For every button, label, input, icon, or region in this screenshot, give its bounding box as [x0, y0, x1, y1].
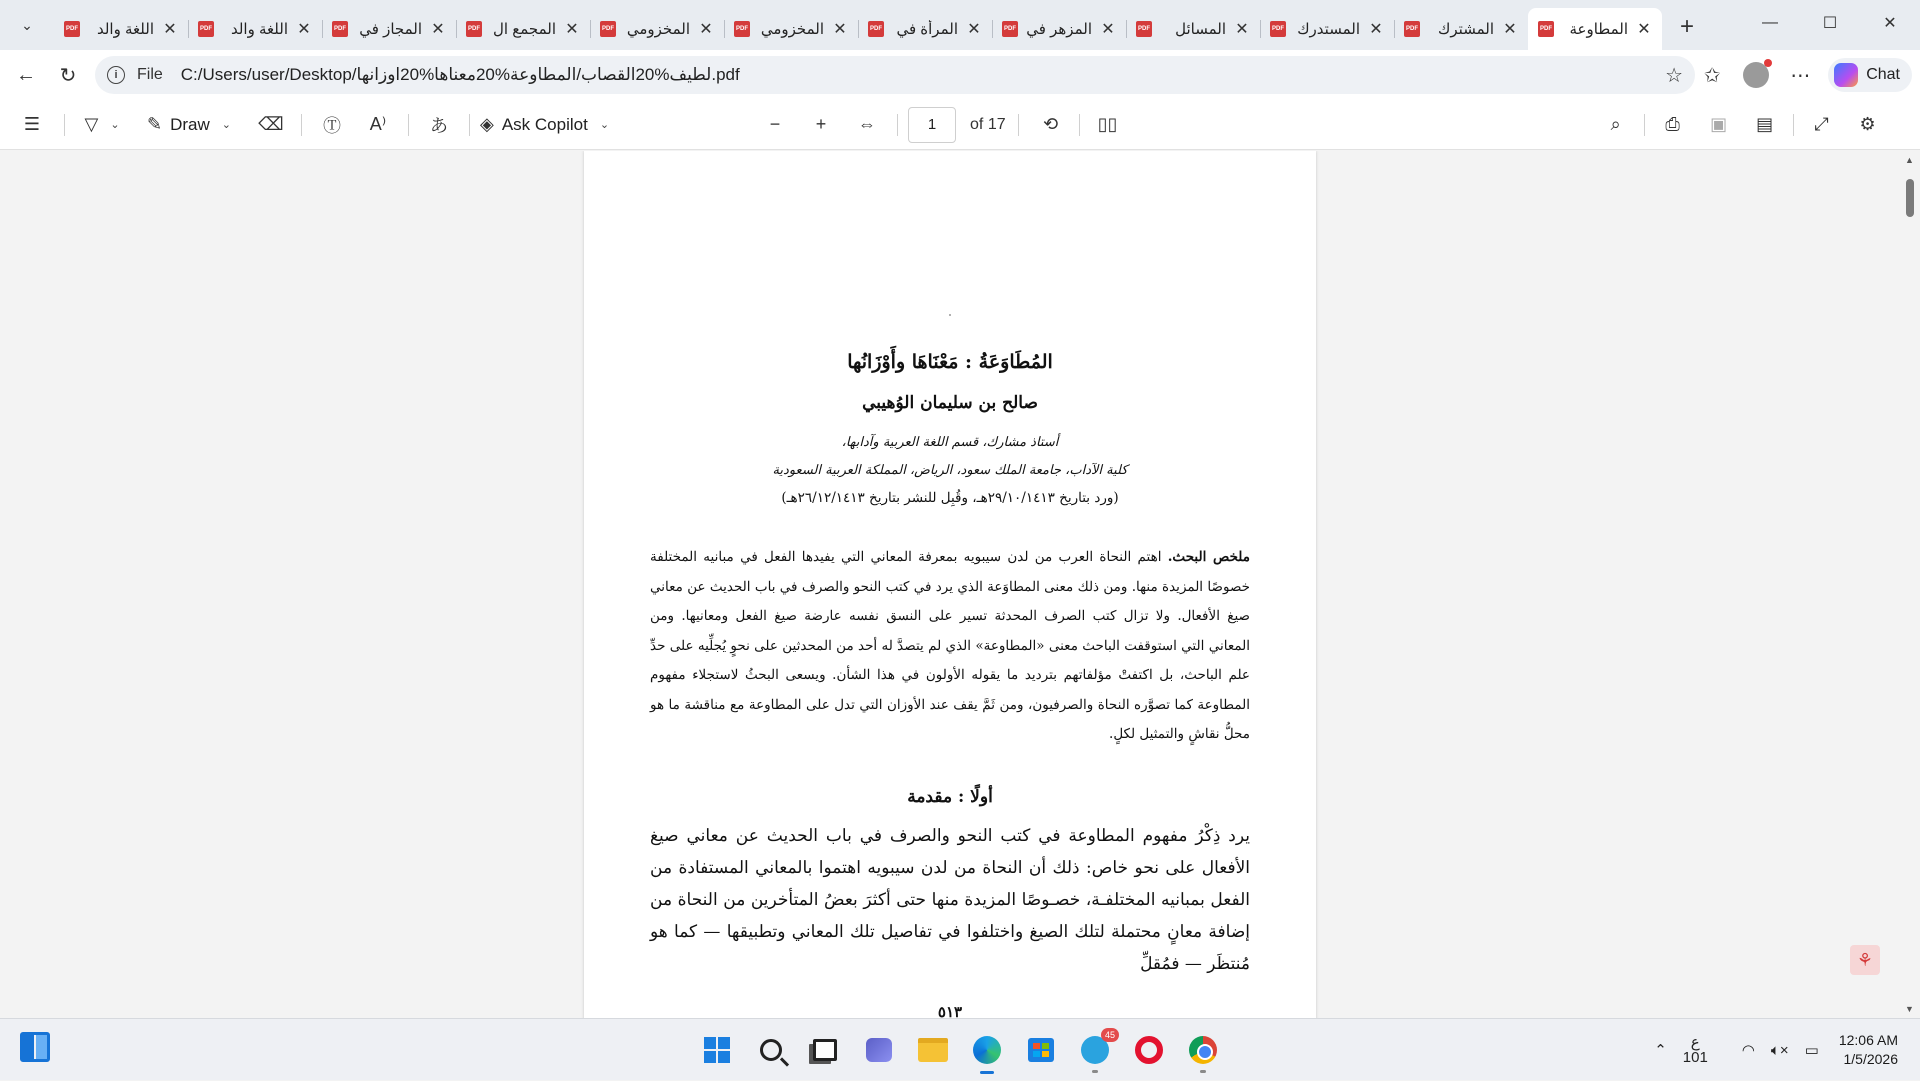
chrome-icon	[1189, 1036, 1217, 1064]
tab-title: المجمع ال	[493, 21, 556, 38]
close-window-button[interactable]: ✕	[1883, 15, 1897, 32]
abstract-text: اهتم النحاة العرب من لدن سيبويه بمعرفة المعاني التي يفيدها الفعل في مبانيه المختلفة خصوصًا المزيدة منها. ومن ذلك معنى المطاوَعة الذي يرد في كتب النحو والصرف في باب الحديث عن معاني صيغ الأفعال. ولا تزال كتب الصرف المحدثة تسير على النسق نفسه عارضة صيغ الفعل ومعانيها. ومن المعاني التي استوقفت الباحث معنى «المطاوعة» الذي لم يتصدَّ له أحد من المحدثين على نحوٍ يُجلِّيه على حدِّ علم الباحث، بل اكتفتْ مؤلفاتهم بترديد ما يقوله الأولون في هذا الشأن. ويسعى البحثُ لاستجلاء مفهوم المطاوعة كما تصوَّره النحاة والصرفيون، ومن ثَمَّ يقف عند الأوزان التي تدل على المطاوعة مع مناقشة ما هو محلُّ نقاشٍ والتمثيل لكلٍ.	[650, 549, 1250, 742]
pdf-file-icon: PDF	[1538, 21, 1554, 37]
copilot-icon	[1834, 63, 1858, 87]
toolbar-divider	[1793, 114, 1794, 136]
table-of-contents-button[interactable]	[12, 107, 52, 143]
toolbar-divider	[1644, 114, 1645, 136]
close-tab-icon[interactable]: ✕	[1503, 21, 1517, 38]
scroll-up-icon[interactable]: ▲	[1905, 155, 1914, 165]
printer-icon: ⎙	[1665, 114, 1680, 134]
close-tab-icon[interactable]: ✕	[833, 21, 847, 38]
chevron-down-icon: ⌄	[221, 119, 231, 131]
search-button[interactable]	[745, 1024, 797, 1076]
affiliation-line-2: كلية الآداب، جامعة الملك سعود، الرياض، المملكة العربية السعودية	[772, 463, 1128, 478]
pdf-viewer[interactable]	[0, 151, 1920, 1018]
eraser-icon: ⌫	[258, 114, 284, 134]
pdf-file-icon: PDF	[734, 21, 750, 37]
favorites-button[interactable]	[1690, 55, 1734, 95]
opera-app[interactable]	[1123, 1024, 1175, 1076]
tab-title: اللغة والد	[96, 21, 154, 38]
task-view-button[interactable]	[799, 1024, 851, 1076]
pen-icon: ✎	[147, 114, 163, 134]
highlight-button[interactable]	[77, 107, 127, 143]
folder-icon	[918, 1038, 948, 1062]
page-footer-number: ٥١٣	[937, 1003, 963, 1018]
copilot-chat-button[interactable]	[1828, 58, 1912, 92]
toolbar-divider	[408, 114, 409, 136]
keyboard-layout-code: 101	[1682, 1049, 1708, 1066]
toolbar-divider	[469, 114, 470, 136]
fit-to-width-button[interactable]	[847, 107, 887, 143]
scrollbar-thumb[interactable]	[1906, 179, 1914, 217]
pdf-file-icon: PDF	[600, 21, 616, 37]
taskbar	[0, 1018, 1920, 1080]
url-text[interactable]: C:/Users/user/Desktop/لطيف%20القصاب/المطاوعة%20معناها%20اوزانها.pdf	[180, 65, 740, 84]
toolbar-divider	[301, 114, 302, 136]
teams-icon	[866, 1038, 892, 1062]
taskbar-apps	[690, 1019, 1230, 1081]
pdf-settings-button[interactable]	[1848, 107, 1888, 143]
scroll-down-icon[interactable]: ▼	[1905, 1004, 1914, 1014]
info-icon[interactable]: i	[107, 66, 125, 84]
browser-tab[interactable]	[456, 8, 590, 50]
browser-tab[interactable]	[1126, 8, 1260, 50]
expand-icon: ⤢	[1814, 114, 1829, 134]
input-language-button[interactable]	[1683, 1035, 1708, 1065]
plus-icon: +	[815, 114, 827, 134]
minus-icon: −	[769, 114, 781, 134]
address-bar[interactable]	[95, 56, 1695, 94]
clock-time: 12:06 AM	[1838, 1032, 1898, 1048]
browser-tab[interactable]	[54, 8, 188, 50]
tab-title: المخزومي	[626, 21, 690, 38]
translate-button[interactable]	[419, 107, 459, 143]
pdf-file-icon: PDF	[868, 21, 884, 37]
wifi-icon[interactable]: ◠	[1741, 1042, 1755, 1059]
close-tab-icon[interactable]: ✕	[699, 21, 713, 38]
pdf-file-icon: PDF	[1404, 21, 1420, 37]
chrome-app[interactable]	[1177, 1024, 1229, 1076]
page-view-icon: ▯▯	[1097, 114, 1118, 134]
refresh-button[interactable]	[48, 55, 88, 95]
copilot-outline-icon: ◈	[479, 114, 494, 134]
clock[interactable]	[1839, 1031, 1898, 1069]
volume-muted-icon[interactable]: 🔈︎×	[1770, 1041, 1789, 1059]
vertical-scrollbar[interactable]	[1900, 151, 1920, 1018]
pdf-file-icon: PDF	[1270, 21, 1286, 37]
page-view-button[interactable]	[1088, 107, 1128, 143]
save-as-icon: ▤	[1756, 114, 1774, 134]
toolbar-right	[1690, 50, 1920, 100]
section-heading: أولًا : مقدمة	[907, 787, 993, 807]
more-icon: ⋯	[1790, 64, 1811, 87]
browser-tab[interactable]	[1394, 8, 1528, 50]
close-tab-icon[interactable]: ✕	[1235, 21, 1249, 38]
close-tab-icon[interactable]: ✕	[565, 21, 579, 38]
close-tab-icon[interactable]: ✕	[431, 21, 445, 38]
submission-dates: (ورد بتاريخ ٢٩/١٠/١٤١٣هـ، وقُبِل للنشر بتاريخ ٢٦/١٢/١٤١٣هـ)	[781, 490, 1119, 506]
ask-copilot-button[interactable]	[480, 107, 609, 143]
scheme-label: File	[137, 66, 163, 83]
plus-icon: +	[1679, 13, 1694, 40]
tab-title: المخزومي	[760, 21, 824, 38]
affiliation-line-1: أستاذ مشارك، قسم اللغة العربية وآدابها،	[841, 435, 1059, 450]
show-hidden-icons-button[interactable]	[1654, 1041, 1667, 1059]
minimize-button[interactable]: —	[1762, 14, 1778, 31]
close-tab-icon[interactable]: ✕	[1637, 21, 1651, 38]
zoom-out-button[interactable]	[755, 107, 795, 143]
tab-list	[54, 0, 1662, 50]
file-explorer-app[interactable]	[907, 1024, 959, 1076]
list-icon: ☰	[23, 114, 41, 134]
avatar	[1743, 62, 1769, 88]
store-app[interactable]	[1015, 1024, 1067, 1076]
browser-tab[interactable]	[590, 8, 724, 50]
chevron-down-icon: ⌄	[599, 119, 610, 131]
abstract-label: ملخص البحث.	[1167, 549, 1250, 565]
text-box-icon: Ⓣ	[322, 115, 341, 136]
tab-title: المطاوعة	[1569, 21, 1628, 38]
browser-tab[interactable]	[724, 8, 858, 50]
page-mark	[949, 314, 951, 316]
ask-copilot-label: Ask Copilot	[501, 114, 588, 134]
author-name: صالح بن سليمان الوُهيبي	[862, 393, 1038, 413]
pdf-file-icon: PDF	[332, 21, 348, 37]
close-tab-icon[interactable]: ✕	[1101, 21, 1115, 38]
maximize-button[interactable]: ☐	[1822, 15, 1838, 32]
translate-icon: あ	[429, 115, 448, 136]
close-tab-icon[interactable]: ✕	[163, 21, 177, 38]
pdf-file-icon: PDF	[1136, 21, 1152, 37]
zoom-in-button[interactable]	[801, 107, 841, 143]
new-tab-button[interactable]	[1668, 8, 1706, 46]
pdf-file-icon: PDF	[1002, 21, 1018, 37]
tab-strip	[0, 0, 1920, 50]
tab-actions-menu-button[interactable]	[8, 6, 46, 44]
tab-title: المسائل	[1175, 21, 1226, 38]
language-indicator: ع	[1690, 1034, 1700, 1051]
chevron-up-icon: ⌃	[1654, 1042, 1667, 1059]
favorites-icon: ✩	[1703, 64, 1721, 87]
browser-tab[interactable]	[992, 8, 1126, 50]
close-tab-icon[interactable]: ✕	[967, 21, 981, 38]
read-aloud-button[interactable]	[358, 107, 398, 143]
chevron-down-icon: ⌄	[21, 16, 33, 33]
opera-icon	[1135, 1036, 1163, 1064]
arrow-left-icon: ←	[16, 63, 36, 86]
task-view-icon	[813, 1039, 837, 1061]
draw-label: Draw	[170, 114, 210, 134]
tab-title: المرأة في	[896, 21, 958, 38]
chevron-down-icon: ⌄	[110, 119, 120, 131]
print-button[interactable]	[1653, 107, 1693, 143]
paper-title: المُطَاوَعَةُ : مَعْنَاهَا وأَوْزَانُها	[847, 351, 1053, 373]
rotate-button[interactable]	[1031, 107, 1071, 143]
page-count-label: of 17	[970, 115, 1006, 133]
save-button[interactable]	[1699, 107, 1739, 143]
search-icon: ⌕	[1610, 114, 1621, 134]
navigation-bar	[0, 50, 1920, 100]
acrobat-icon[interactable]: ⚘	[1850, 945, 1880, 975]
close-tab-icon[interactable]: ✕	[297, 21, 311, 38]
tab-title: المشترك	[1438, 21, 1494, 38]
profile-button[interactable]	[1734, 55, 1778, 95]
edge-app[interactable]	[961, 1024, 1013, 1076]
telegram-app[interactable]	[1069, 1024, 1121, 1076]
save-as-button[interactable]	[1745, 107, 1785, 143]
notification-badge: 45	[1101, 1028, 1119, 1042]
full-screen-button[interactable]	[1802, 107, 1842, 143]
highlighter-icon: ▽	[84, 114, 99, 134]
tab-title: اللغة والد	[230, 21, 288, 38]
tab-title: المجاز في	[359, 21, 422, 38]
toolbar-divider	[64, 114, 65, 136]
star-icon[interactable]: ☆	[1665, 65, 1683, 87]
pdf-toolbar	[0, 100, 1920, 150]
windows-logo-icon	[704, 1037, 730, 1063]
battery-icon[interactable]: ▭	[1804, 1042, 1819, 1059]
clock-date: 1/5/2026	[1843, 1051, 1898, 1067]
more-options-button[interactable]	[1778, 55, 1822, 95]
tab-title: المزهر في	[1026, 21, 1092, 38]
browser-tab[interactable]	[858, 8, 992, 50]
page-number-input[interactable]	[908, 107, 956, 143]
window-controls	[1740, 0, 1920, 50]
draw-button[interactable]	[147, 107, 231, 143]
refresh-icon: ↻	[59, 64, 77, 87]
browser-tab[interactable]	[188, 8, 322, 50]
widgets-icon[interactable]	[20, 1032, 50, 1062]
abstract	[650, 543, 1250, 750]
edge-icon	[973, 1036, 1001, 1064]
pdf-page	[584, 151, 1316, 1018]
tab-title: المستدرك	[1297, 21, 1360, 38]
intro-paragraph: يرد ذِكْرُ مفهوم المطاوعة في كتب النحو والصرف في باب الحديث عن معاني صيغ الأفعال على نحو خاص: ذلك أن النحاة من لدن سيبويه اهتموا بالمعاني المستفادة من الفعل بمبانيه المختلفـة، خصـوصًا المزيدة منها حتى أكثرَ بعضُ المتأخرين من النحاة من إضافة معانٍ محتملة لتلك الصيغ واختلفوا في تفاصيل تلك المعاني وتطبيقها — كما هو مُنتظَر — فمُقلِّ	[650, 826, 1250, 974]
read-aloud-icon: A⁾	[369, 114, 387, 134]
back-button[interactable]	[6, 55, 46, 95]
store-icon	[1028, 1038, 1054, 1062]
start-button[interactable]	[691, 1024, 743, 1076]
pdf-file-icon: PDF	[64, 21, 80, 37]
pdf-file-icon: PDF	[466, 21, 482, 37]
save-icon: ▣	[1710, 114, 1728, 134]
add-text-button[interactable]	[312, 107, 352, 143]
browser-tab[interactable]	[1260, 8, 1394, 50]
toolbar-divider	[1018, 114, 1019, 136]
fit-width-icon: ⇔	[858, 114, 877, 134]
erase-button[interactable]	[251, 107, 291, 143]
teams-app[interactable]	[853, 1024, 905, 1076]
toolbar-divider	[897, 114, 898, 136]
browser-tab[interactable]	[1528, 8, 1662, 50]
search-icon	[760, 1039, 782, 1061]
browser-tab[interactable]	[322, 8, 456, 50]
chat-label: Chat	[1866, 66, 1900, 83]
system-tray	[1646, 1019, 1920, 1081]
close-tab-icon[interactable]: ✕	[1369, 21, 1383, 38]
pdf-file-icon: PDF	[198, 21, 214, 37]
toolbar-divider	[1079, 114, 1080, 136]
gear-icon: ⚙	[1859, 114, 1876, 134]
rotate-icon: ⟲	[1043, 114, 1059, 134]
find-button[interactable]	[1596, 107, 1636, 143]
